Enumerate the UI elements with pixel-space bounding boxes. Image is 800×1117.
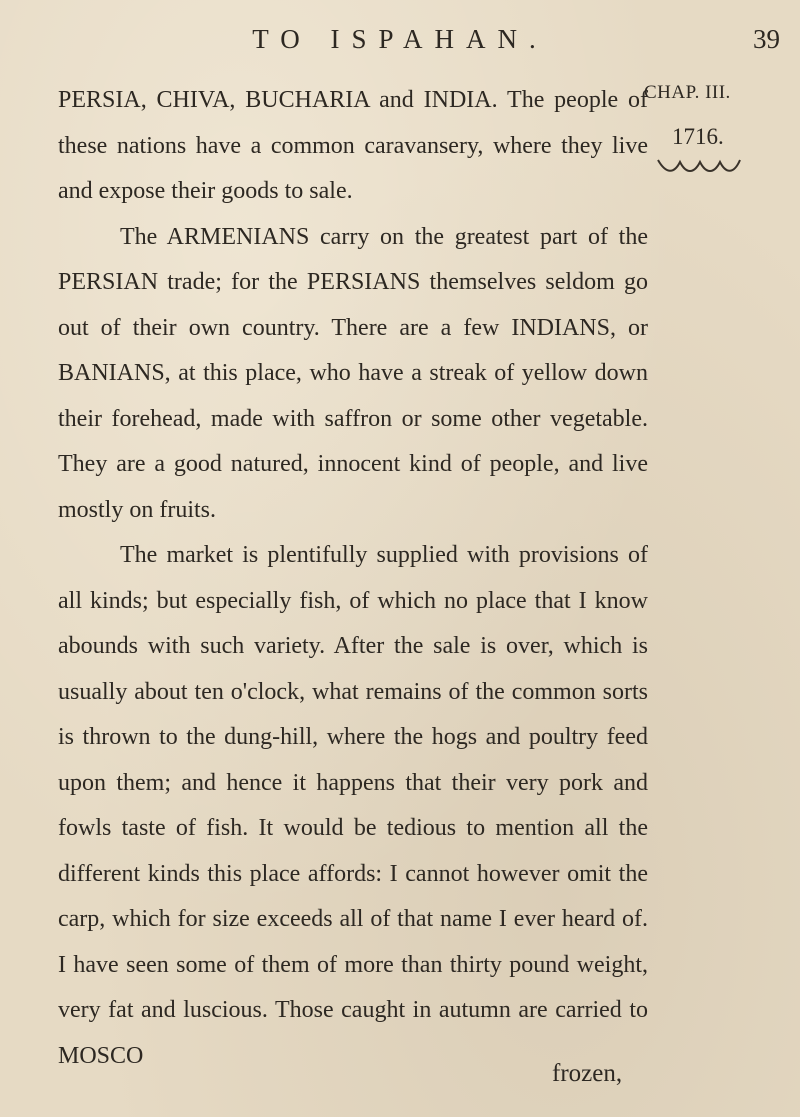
margin-note-chapter: CHAP. III.: [644, 82, 731, 103]
paragraph-2: The ARMENIANS carry on the greatest part of the PERSIAN trade; for the PERSIANS themselves seldom go out of their own country. There are a few INDIANS, or BANIANS, at this place, who have a streak of yellow down their forehead, made with saffron or some other vegetable. They are a good natured, innocent kind of people, and live mostly on fruits.: [58, 223, 648, 523]
paragraph-3: The market is plentifully supplied with provisions of all kinds; but especially fish, of which no place that I know abounds with such variety. After the sale is over, which is usually about ten o'clock, what remains of the common sorts is thrown to the dung-hill, where the hogs and poultry feed upon them; and hence it happens that their very pork and fowls taste of fish. It would be tedious to mention all the different kinds this place affords: I cannot however omit the carp, which for size exceeds all of that name I ever heard of. I have seen some of them of more than thirty pound weight, very fat and luscious. Those caught in autumn are carried to MOSCO: [58, 542, 648, 1069]
margin-note-year: 1716.: [672, 124, 724, 149]
running-head: TO ISPAHAN.: [252, 24, 548, 54]
page-number: 39: [753, 24, 780, 54]
page-header: [0, 20, 800, 60]
flourish-ornament-icon: [656, 154, 742, 176]
paragraph-1: PERSIA, CHIVA, BUCHARIA and INDIA. The people of these nations have a common caravansery, where they live and expose their goods to sale.: [58, 87, 648, 204]
catchword: frozen,: [552, 1060, 623, 1087]
body-text: [58, 78, 648, 1079]
